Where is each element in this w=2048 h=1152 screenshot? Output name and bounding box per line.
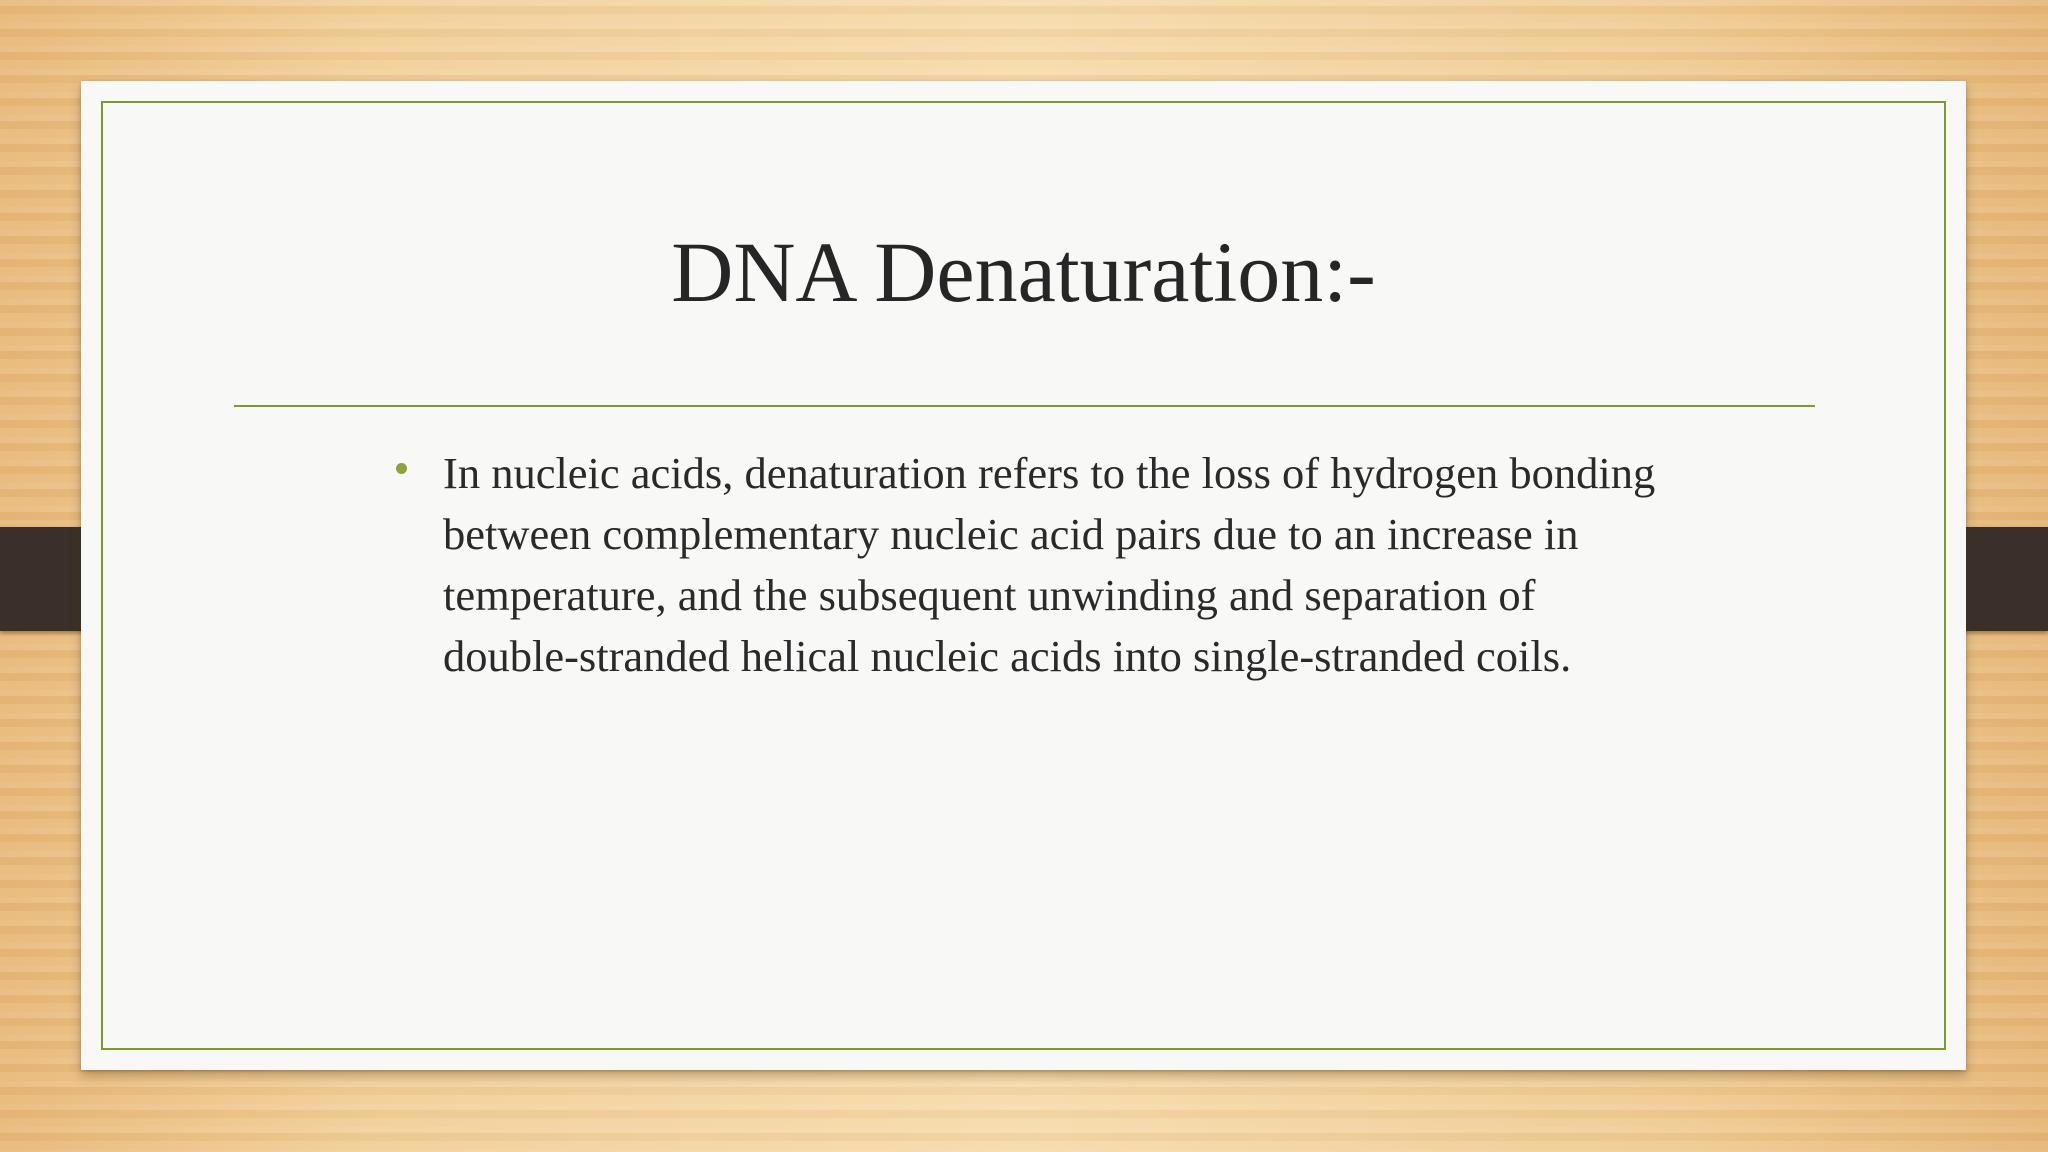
title-divider <box>234 405 1815 407</box>
bullet-line: double-stranded helical nucleic acids into single-stranded coils. <box>443 631 1572 681</box>
slide <box>81 81 1966 1070</box>
bullet-text <box>443 443 1655 687</box>
bullet-item <box>396 443 1856 687</box>
bullet-line: In nucleic acids, denaturation refers to the loss of hydrogen bonding <box>443 448 1656 498</box>
bullet-line: temperature, and the subsequent unwinding and separation of <box>443 570 1536 620</box>
bullet-line: between complementary nucleic acid pairs due to an increase in <box>443 509 1579 559</box>
slide-content <box>396 443 1856 687</box>
bullet-icon <box>396 463 416 474</box>
slide-title: DNA Denaturation:- <box>671 224 1376 320</box>
